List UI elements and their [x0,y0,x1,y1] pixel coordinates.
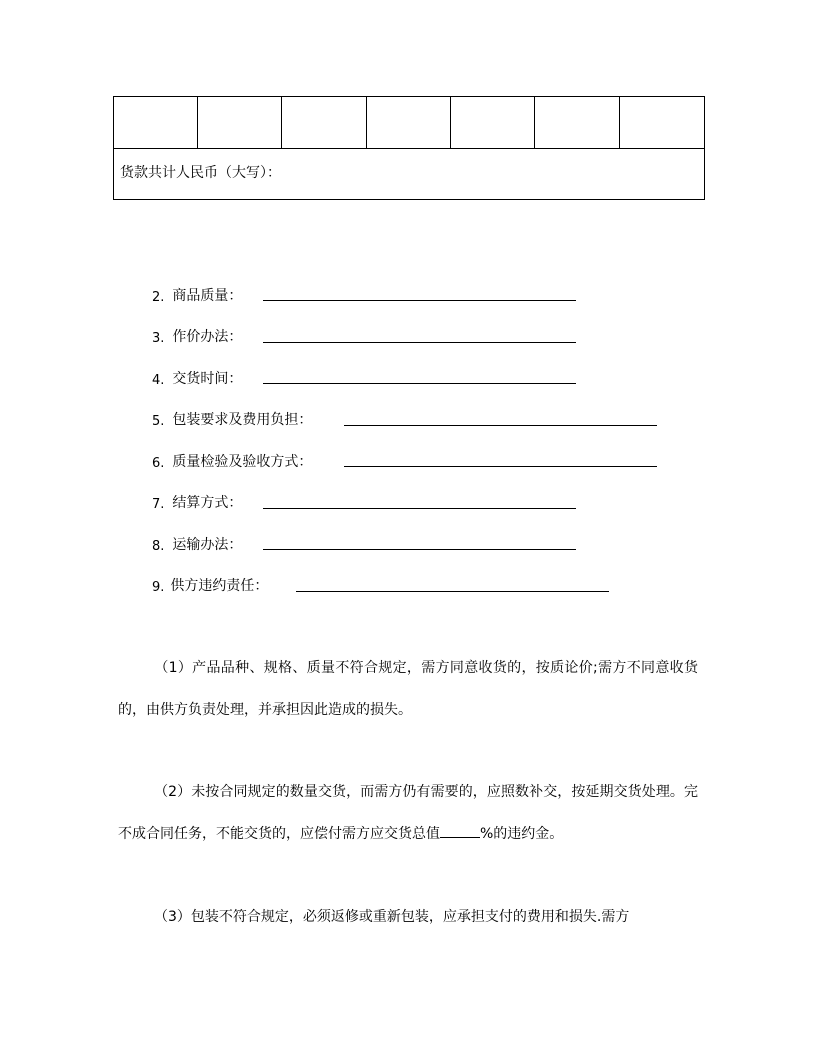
table-cell[interactable] [282,97,367,149]
field-inspection [152,451,312,471]
field-pricing-method [152,326,242,346]
field-settlement [152,492,242,512]
clause-3-text: （3）包装不符合规定，必须返修或重新包装，应承担支付的费用和损失.需方 [154,909,630,925]
clause-2 [118,771,698,855]
clause-2-text: （2）未按合同规定的数量交货，而需方仍有需要的，应照数补交，按延期交货处理。完不成合同任务，不能交货的，应偿付需方应交货总值 [118,784,698,842]
field-label: 包装要求及费用负担： [172,412,313,428]
field-packaging [152,409,312,429]
penalty-percent-blank[interactable] [440,823,480,838]
field-number: 8. [152,539,165,554]
field-label: 交货时间： [172,371,243,387]
inspection-blank[interactable] [344,466,657,467]
delivery-time-blank[interactable] [263,383,576,384]
table-cell[interactable] [535,97,620,149]
table-cell[interactable] [620,97,705,149]
field-transport [152,534,242,554]
table-row [114,97,705,149]
field-number: 4. [152,373,165,388]
clause-1 [118,647,698,731]
clause-1-text: （1）产品品种、规格、质量不符合规定，需方同意收货的，按质论价;需方不同意收货的，由供方负责处理，并承担因此造成的损失。 [118,660,698,718]
field-number: 3. [152,331,165,346]
settlement-blank[interactable] [263,508,576,509]
packaging-blank[interactable] [344,425,657,426]
field-number: 5. [152,414,165,429]
transport-blank[interactable] [263,549,576,550]
field-label: 商品质量： [172,288,243,304]
total-amount-label: 货款共计人民币（大写）： [120,165,281,181]
field-number: 6. [152,456,165,471]
total-row [114,149,705,200]
pricing-method-blank[interactable] [263,342,576,343]
field-supplier-liability [152,575,268,595]
total-cell[interactable] [114,149,705,200]
table-cell[interactable] [451,97,535,149]
field-number: 2. [152,290,165,305]
field-label: 作价办法： [172,329,243,345]
field-label: 质量检验及验收方式： [172,454,313,470]
clause-2-text-end: %的违约金。 [480,826,564,842]
field-number: 9. [152,580,165,595]
field-label: 结算方式： [172,495,243,511]
field-label: 运输办法： [172,537,243,553]
clause-3 [118,896,698,938]
field-number: 7. [152,497,165,512]
product-quality-blank[interactable] [263,300,576,301]
goods-table [113,96,705,200]
field-delivery-time [152,368,242,388]
table-cell[interactable] [114,97,198,149]
table-cell[interactable] [367,97,451,149]
field-label: 供方违约责任： [170,578,269,594]
supplier-liability-blank[interactable] [296,591,609,592]
field-product-quality [152,285,242,305]
table-cell[interactable] [198,97,282,149]
